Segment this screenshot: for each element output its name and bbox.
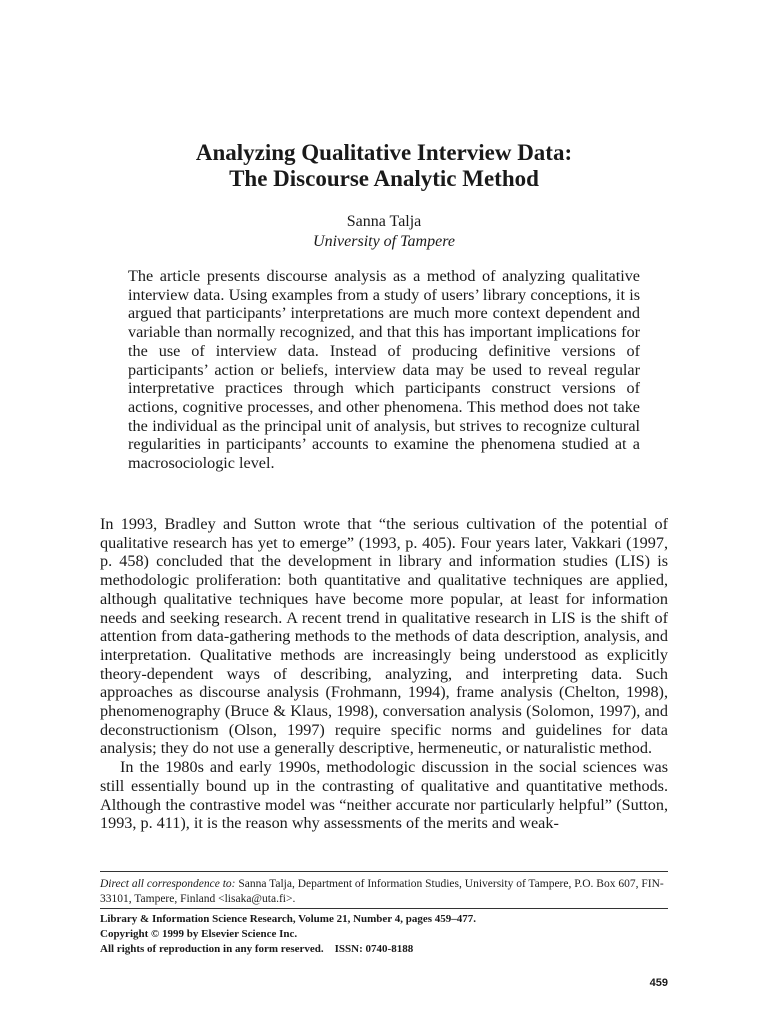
body-text xyxy=(100,515,668,833)
page-number: 459 xyxy=(649,977,668,989)
journal-divider xyxy=(100,908,668,909)
abstract: The article presents discourse analysis as a method of analyzing qualitative interview data. Using examples from a study of users’ library conceptions, it is argued that participants’ interpretations are much more context dependent and variable than normally recognized, and that this has important implications for the use of interview data. Instead of producing definitive versions of participants’ action or beliefs, interview data may be used to reveal regular interpretative practices through which participants construct versions of actions, cognitive processes, and other phenomena. This method does not take the individual as the principal unit of analysis, but strives to recognize cultural regularities in participants’ accounts to examine the phenomena studied at a macrosociologic level. xyxy=(128,267,640,473)
author-name: Sanna Talja xyxy=(346,213,422,230)
title-line-1: Analyzing Qualitative Interview Data: xyxy=(195,140,573,165)
body-paragraph-2: In the 1980s and early 1990s, methodologic discussion in the social sciences was still essentially bound up in the contrasting of qualitative and quantitative methods. Although the contrastive model was “neither accurate nor particularly helpful” (Sutton, 1993, p. 411), it is the reason why assessments of the merits and weak- xyxy=(100,758,668,833)
body-paragraph-1: In 1993, Bradley and Sutton wrote that “the serious cultivation of the potential of qualitative research has yet to emerge” (1993, p. 405). Four years later, Vakkari (1997, p. 458) concluded that the development in library and information studies (LIS) is methodologic proliferation: both quantitative and qualitative techniques are applied, although qualitative techniques have become more popular, at least for information needs and seeking research. A recent trend in qualitative research in LIS is the shift of attention from data-gathering methods to the methods of data description, analysis, and interpretation. Qualitative methods are increasingly being understood as explicitly theory-dependent ways of describing, analyzing, and interpreting data. Such approaches as discourse analysis (Frohmann, 1994), frame analysis (Chelton, 1998), phenomenography (Bruce & Klaus, 1998), conversation analysis (Solomon, 1997), and deconstructionism (Olson, 1997) require specific norms and guidelines for data analysis; they do not use a generally descriptive, hermeneutic, or naturalistic method. xyxy=(100,515,668,758)
correspondence-footnote xyxy=(100,877,668,907)
journal-copyright: Copyright © 1999 by Elsevier Science Inc. xyxy=(100,928,298,940)
article-title xyxy=(100,140,668,192)
footnote-text: Sanna Talja, Department of Information Studies, University of Tampere, P.O. Box 607, FIN-33101, Tampere, Finland <lisaka@uta.fi>. xyxy=(100,878,664,905)
title-line-2: The Discourse Analytic Method xyxy=(229,166,539,191)
journal-citation: Library & Information Science Research, Volume 21, Number 4, pages 459–477. xyxy=(100,913,477,925)
author-affiliation: University of Tampere xyxy=(313,233,455,250)
journal-rights: All rights of reproduction in any form reserved. ISSN: 0740-8188 xyxy=(100,943,414,955)
journal-info xyxy=(100,912,668,957)
footnote-divider xyxy=(100,871,668,872)
footnote-label: Direct all correspondence to: xyxy=(100,878,236,890)
